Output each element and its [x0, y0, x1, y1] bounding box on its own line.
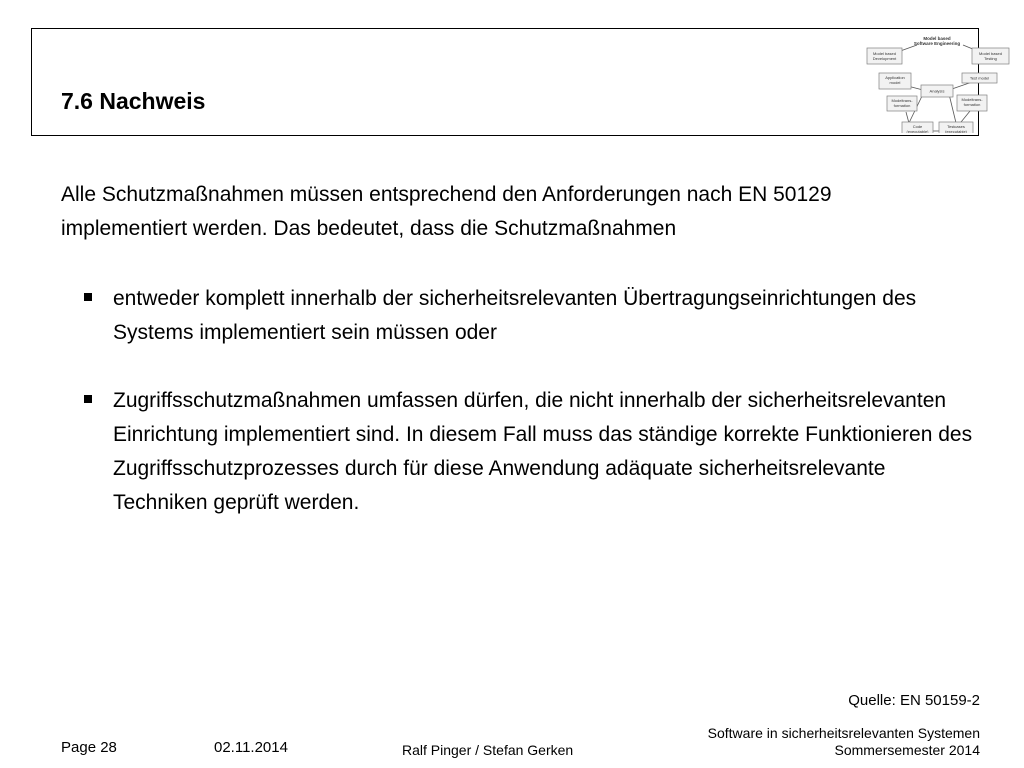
square-bullet-icon: [84, 293, 92, 301]
diagram-label-model-transformation-left-line-2: formation: [893, 103, 911, 108]
footer-page-number: Page 28: [61, 739, 117, 756]
footer-course-info: [708, 725, 980, 759]
diagram-label-model-based-development-line-2: Development: [872, 56, 897, 61]
footer-course-line-2: Sommersemester 2014: [834, 742, 980, 758]
slide-header: [31, 28, 1002, 136]
source-note: Quelle: EN 50159-2: [848, 692, 980, 709]
footer-date: 02.11.2014: [214, 739, 288, 756]
footer-course-line-1: Software in sicherheitsrelevanten Systemen: [707, 725, 980, 741]
square-bullet-icon: [84, 395, 92, 403]
diagram-label-model-transformation-right-line-1: Modeltrans-: [961, 97, 983, 102]
bullet-text: Zugriffsschutzmaßnahmen umfassen dürfen, die nicht innerhalb der sicherheitsrelevanten Einrichtung implementiert sind. In diesem Fall muss das ständige korrekte Funktionieren des Zugriffsschutzprozesses durch für diese Anwendung adäquate sicherheitsrelevante Techniken geprüft werden.: [113, 389, 973, 514]
diagram-title-line-2: Software Engineering: [913, 41, 961, 46]
intro-paragraph: Alle Schutzmaßnahmen müssen entsprechend den Anforderungen nach EN 50129 implementiert werden. Das bedeutet, dass die Schutzmaßnahmen: [61, 183, 832, 240]
diagram-label-model-transformation-right-line-2: formation: [963, 102, 981, 107]
diagram-label-application-model-line-1: Application: [885, 75, 905, 80]
diagram-label-test-model: Test model: [969, 75, 990, 81]
diagram-label-model-based-testing-line-1: Model based: [979, 51, 1002, 56]
footer-authors: Ralf Pinger / Stefan Gerken: [402, 742, 574, 758]
bullet-item: [61, 384, 981, 520]
diagram-label-testcases-line-1: Testcases: [947, 124, 965, 129]
diagram-label-code-line-2: (executable): [906, 129, 929, 133]
diagram-svg: [835, 33, 1013, 133]
diagram-label-model-based-development-line-1: Model based: [873, 51, 896, 56]
diagram-label-model-based-testing-line-2: Testing: [984, 56, 997, 61]
diagram-label-model-transformation-left-line-1: Modeltrans-: [891, 98, 913, 103]
diagram-title-line-1: Model based: [923, 36, 951, 41]
slide-title: 7.6 Nachweis: [61, 88, 206, 114]
model-based-software-engineering-diagram: [835, 33, 1013, 133]
bullet-item: [61, 282, 981, 350]
bullet-list: [61, 282, 981, 520]
diagram-label-code-line-1: Code: [912, 124, 923, 129]
diagram-label-application-model-line-2: model: [889, 80, 901, 85]
bullet-text: entweder komplett innerhalb der sicherheitsrelevanten Übertragungseinrichtungen des Systems implementiert sein müssen oder: [113, 287, 917, 344]
diagram-label-analysis: Analysis: [929, 88, 945, 94]
diagram-label-testcases-line-2: (executable): [944, 129, 968, 133]
